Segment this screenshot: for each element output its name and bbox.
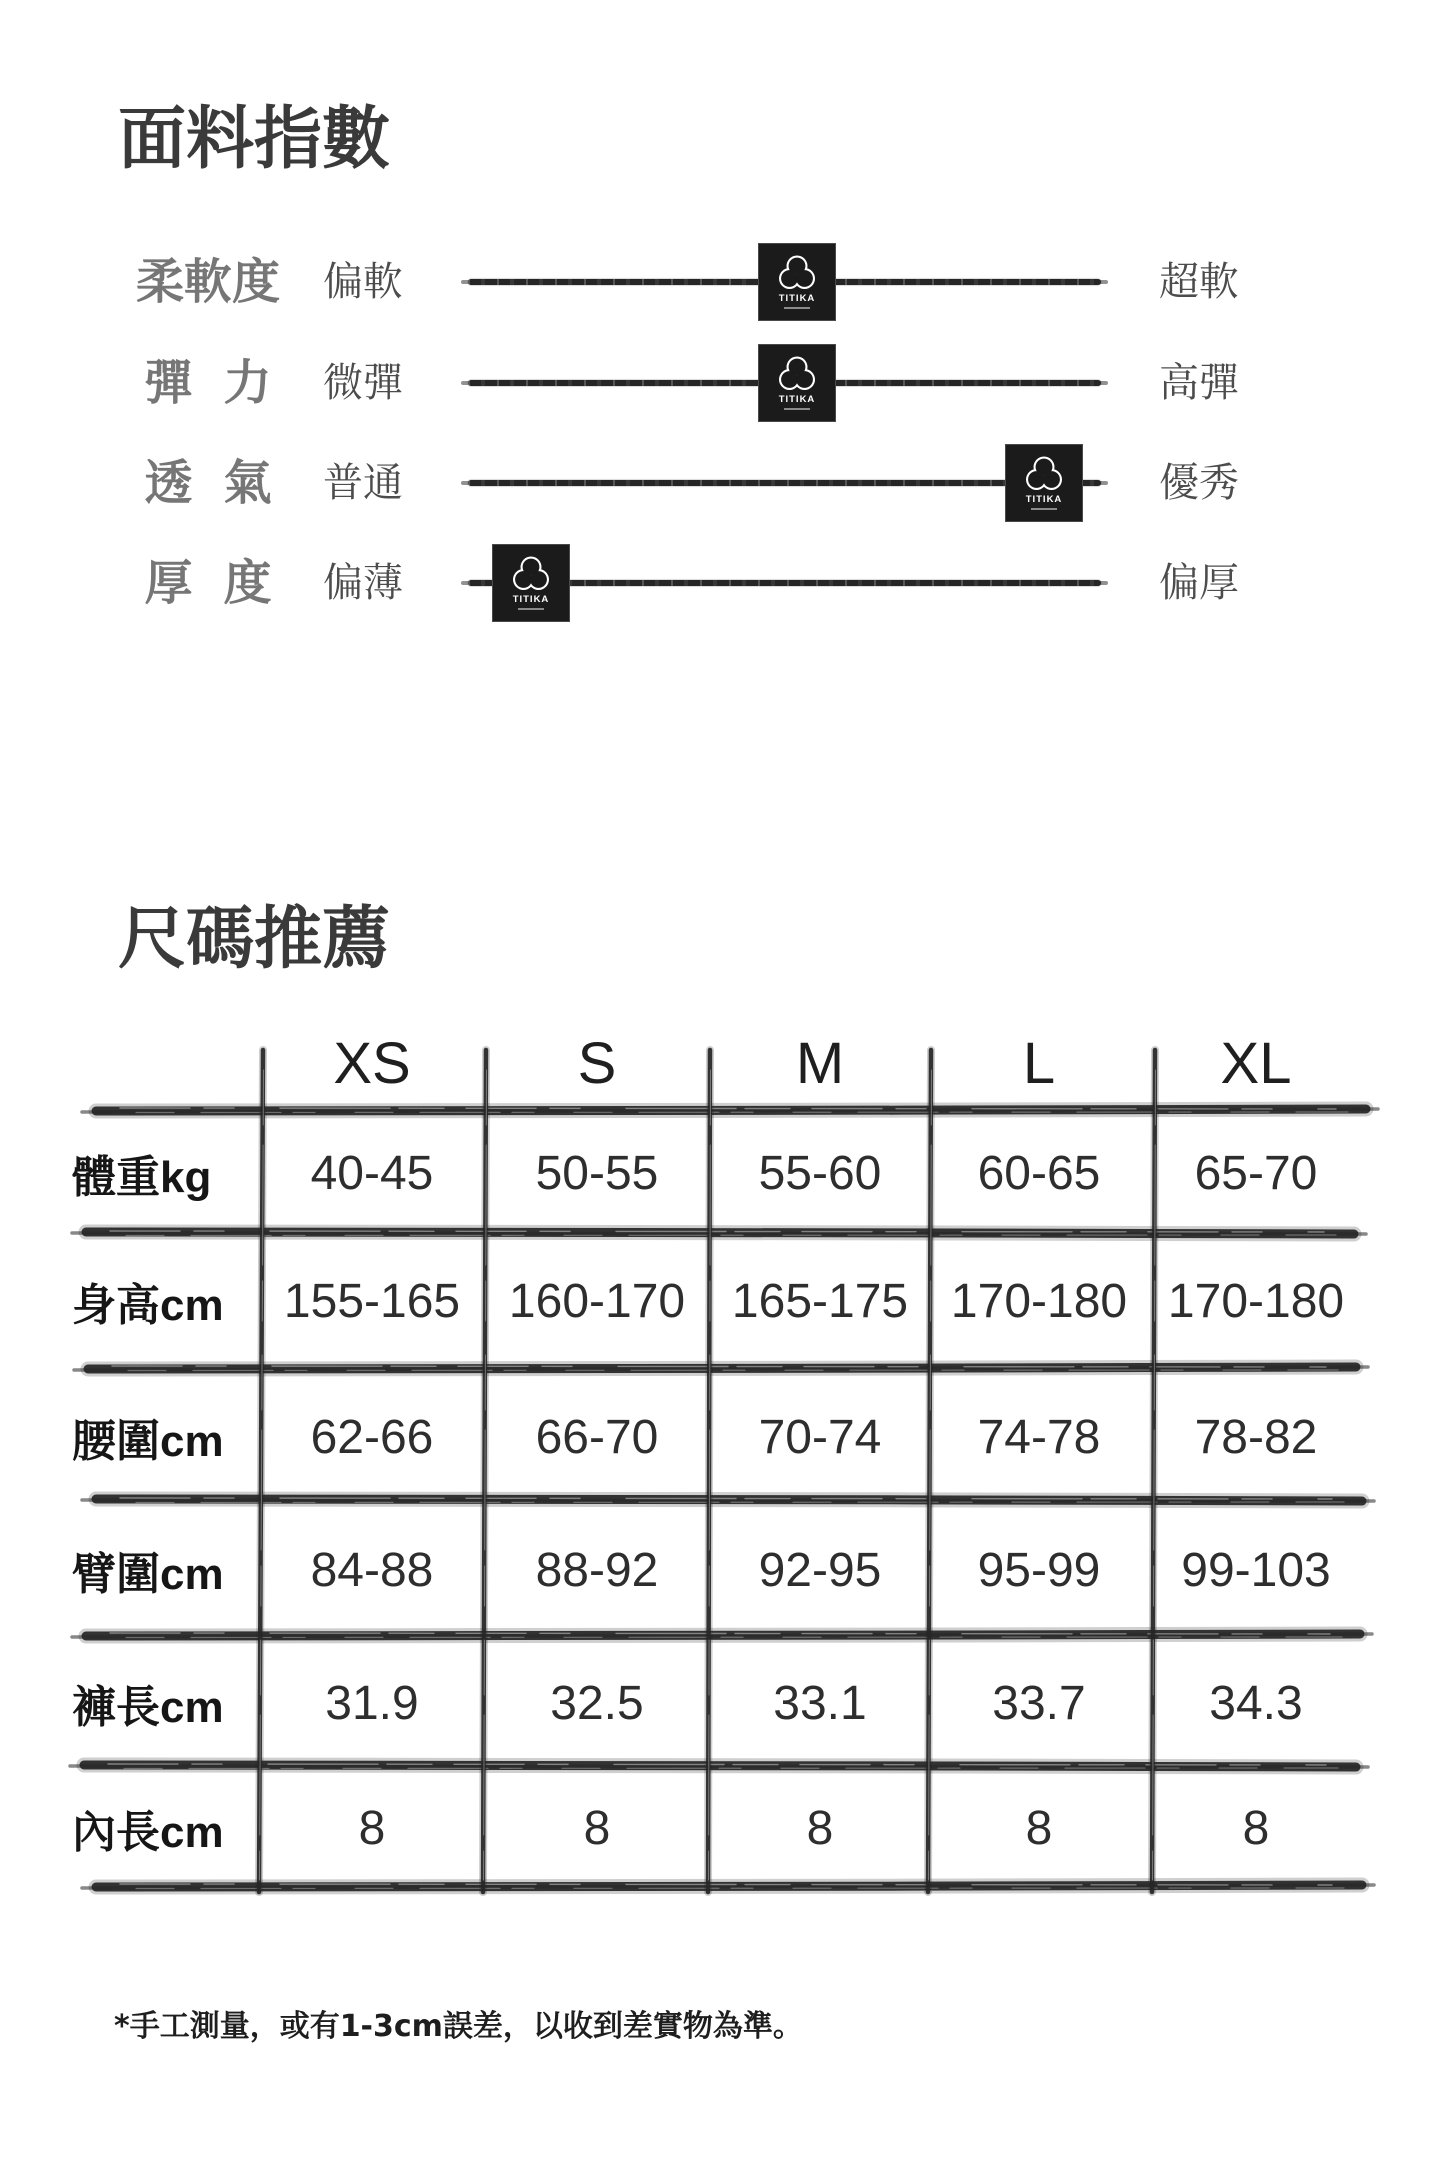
cell-weight-l: 60-65 (977, 1147, 1101, 1200)
trefoil-logo-icon (1006, 445, 1082, 521)
cell-pants-length-xl: 34.3 (1209, 1677, 1303, 1730)
horizontal-rule-texture (128, 1370, 1338, 1371)
horizontal-rule-texture (110, 1633, 1330, 1634)
cell-arm-girth-m: 92-95 (758, 1544, 882, 1597)
row-label-arm-girth: 臂圍cm (72, 1550, 224, 1599)
scale-low-label: 偏薄 (323, 560, 403, 606)
cell-arm-girth-l: 95-99 (977, 1544, 1101, 1597)
horizontal-rule-texture (108, 1764, 1326, 1765)
cell-arm-girth-xs: 84-88 (310, 1544, 434, 1597)
cell-weight-m: 55-60 (758, 1147, 882, 1200)
logo-wordmark: TITIKA (778, 293, 816, 304)
cell-inner-length-xl: 8 (1242, 1802, 1270, 1855)
fabric-attribute-label: 彈 力 (144, 355, 272, 411)
row-label-weight: 體重kg (72, 1153, 212, 1202)
scale-high-label: 偏厚 (1159, 560, 1239, 606)
row-label-waist: 腰圍cm (72, 1417, 224, 1466)
horizontal-rule-tail (82, 1109, 1378, 1112)
cell-weight-xl: 65-70 (1194, 1147, 1318, 1200)
logo-wordmark: TITIKA (778, 394, 816, 405)
horizontal-rule-texture (136, 1502, 1344, 1503)
cell-height-m: 165-175 (731, 1275, 909, 1328)
cell-pants-length-l: 33.7 (992, 1677, 1086, 1730)
horizontal-rule-edge (96, 1885, 1362, 1887)
horizontal-rule (96, 1499, 1362, 1501)
horizontal-rule-texture (126, 1235, 1336, 1236)
horizontal-rule-edge (88, 1367, 1356, 1369)
fabric-attribute-label: 柔軟度 (135, 254, 280, 310)
cell-pants-length-m: 33.1 (773, 1677, 867, 1730)
trefoil-logo-icon (493, 545, 569, 621)
logo-subline (784, 307, 810, 309)
horizontal-rule-edge (84, 1765, 1356, 1767)
titika-logo-marker (1006, 445, 1082, 521)
cell-pants-length-s: 32.5 (550, 1677, 644, 1730)
horizontal-rule-texture (110, 1231, 1324, 1232)
cell-arm-girth-xl: 99-103 (1181, 1544, 1331, 1597)
fabric-attribute-label: 透 氣 (144, 455, 272, 511)
cell-waist-xs: 62-66 (310, 1411, 434, 1464)
horizontal-rule-texture (120, 1884, 1332, 1885)
trefoil-logo-icon (759, 345, 835, 421)
row-label-inner-length: 內長cm (72, 1808, 224, 1857)
horizontal-rule (86, 1634, 1360, 1636)
horizontal-rule-texture (126, 1637, 1342, 1638)
horizontal-rule-texture (120, 1498, 1332, 1499)
size-header-xl: XL (1220, 1031, 1292, 1096)
horizontal-rule-texture (136, 1888, 1344, 1889)
size-header-s: S (577, 1031, 617, 1096)
fabric-row-softness (0, 242, 1445, 322)
cell-waist-l: 74-78 (977, 1411, 1101, 1464)
horizontal-rule-edge (96, 1109, 1366, 1111)
logo-wordmark: TITIKA (512, 594, 550, 605)
horizontal-rule-tail (82, 1885, 1374, 1888)
horizontal-rule-edge (86, 1634, 1360, 1636)
horizontal-rule-tail (82, 1500, 1374, 1501)
logo-subline (518, 608, 544, 610)
row-label-height: 身高cm (72, 1281, 224, 1330)
cell-inner-length-l: 8 (1025, 1802, 1053, 1855)
horizontal-rule (86, 1232, 1354, 1234)
scale-low-label: 偏軟 (323, 259, 403, 305)
measurement-footnote: *手工測量，或有1-3cm誤差，以收到差實物為準。 (114, 2009, 803, 2044)
cell-height-s: 160-170 (508, 1275, 686, 1328)
horizontal-rule-texture (124, 1768, 1338, 1769)
cell-waist-s: 66-70 (535, 1411, 659, 1464)
cell-weight-xs: 40-45 (310, 1147, 434, 1200)
fabric-attribute-label: 厚 度 (144, 555, 272, 611)
row-label-pants-length: 褲長cm (72, 1683, 224, 1732)
cell-height-xs: 155-165 (283, 1275, 461, 1328)
horizontal-rule-tail (70, 1766, 1368, 1767)
logo-wordmark: TITIKA (1025, 494, 1063, 505)
horizontal-rule-edge (86, 1232, 1354, 1234)
horizontal-rule (88, 1367, 1356, 1369)
size-header-l: L (1022, 1031, 1056, 1096)
scale-low-label: 普通 (323, 460, 403, 506)
scale-high-label: 超軟 (1159, 259, 1239, 305)
horizontal-rule-tail (72, 1634, 1372, 1637)
cell-pants-length-xs: 31.9 (325, 1677, 419, 1730)
titika-logo-marker (759, 345, 835, 421)
horizontal-rule (96, 1109, 1366, 1111)
horizontal-rule (84, 1765, 1356, 1767)
horizontal-rule-texture (136, 1112, 1348, 1113)
horizontal-rule-texture (112, 1366, 1326, 1367)
titika-logo-marker (493, 545, 569, 621)
cell-inner-length-xs: 8 (358, 1802, 386, 1855)
scale-low-label: 微彈 (323, 360, 403, 406)
cell-inner-length-m: 8 (806, 1802, 834, 1855)
cell-waist-xl: 78-82 (1194, 1411, 1318, 1464)
fabric-row-breathability (0, 443, 1445, 523)
cell-weight-s: 50-55 (535, 1147, 659, 1200)
logo-subline (784, 408, 810, 410)
titika-logo-marker (759, 244, 835, 320)
fabric-index-title: 面料指數 (118, 100, 391, 179)
fabric-row-thickness (0, 543, 1445, 623)
trefoil-logo-icon (759, 244, 835, 320)
horizontal-rule (96, 1885, 1362, 1887)
horizontal-rule-tail (72, 1233, 1366, 1234)
cell-height-xl: 170-180 (1167, 1275, 1345, 1328)
scale-high-label: 高彈 (1159, 360, 1239, 406)
logo-subline (1031, 508, 1057, 510)
horizontal-rule-edge (96, 1499, 1362, 1501)
fabric-row-elasticity (0, 343, 1445, 423)
size-header-m: M (795, 1031, 845, 1096)
cell-height-l: 170-180 (950, 1275, 1128, 1328)
horizontal-rule-tail (74, 1367, 1368, 1370)
horizontal-rule-texture (120, 1108, 1336, 1109)
cell-waist-m: 70-74 (758, 1411, 882, 1464)
size-header-xs: XS (333, 1031, 411, 1096)
size-chart-title: 尺碼推薦 (118, 900, 391, 979)
cell-arm-girth-s: 88-92 (535, 1544, 659, 1597)
scale-high-label: 優秀 (1159, 460, 1239, 506)
cell-inner-length-s: 8 (583, 1802, 611, 1855)
